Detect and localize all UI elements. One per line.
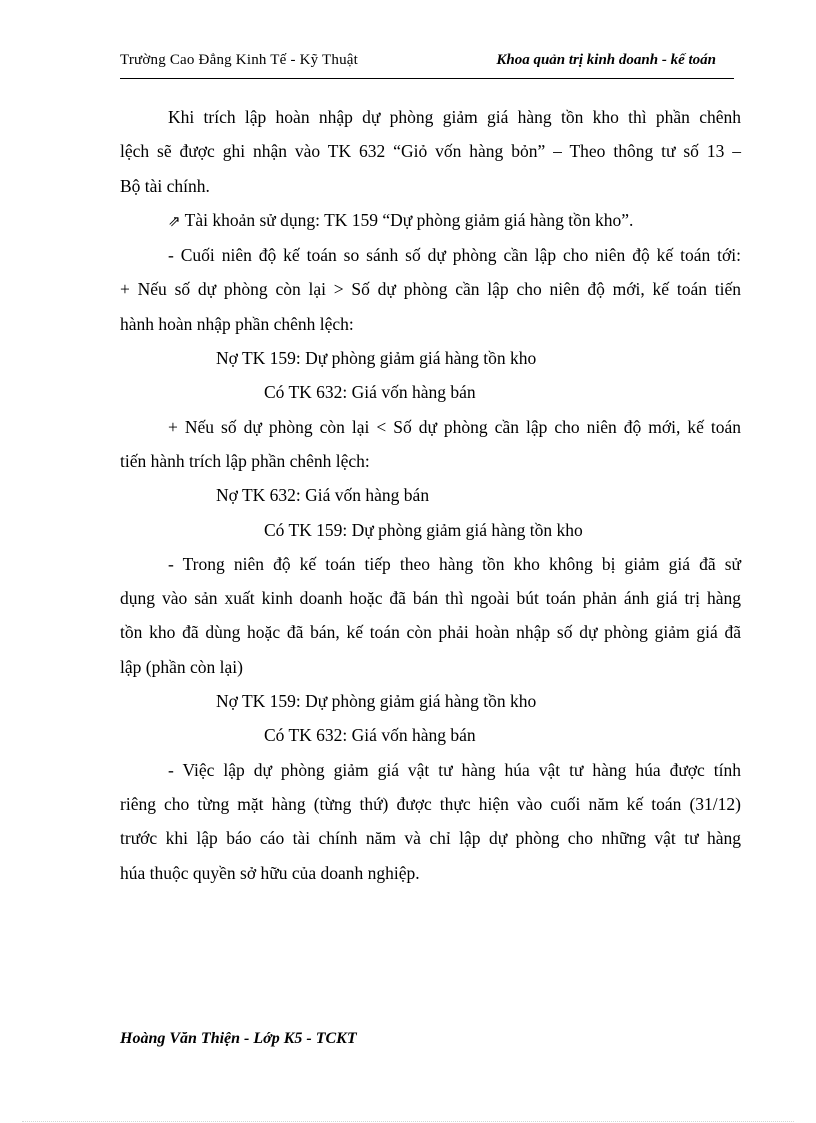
page-bottom-border	[22, 1121, 794, 1122]
page-footer: Hoàng Văn Thiện - Lớp K5 - TCKT	[120, 1030, 357, 1047]
paragraph-line: dụng vào sản xuất kinh doanh hoặc đã bán thì ngoài bút toán phản ánh giá trị hàng	[120, 588, 741, 609]
journal-entry-debit: Nợ TK 159: Dự phòng giảm giá hàng tồn kho	[216, 691, 537, 712]
paragraph-line: tồn kho đã dùng hoặc đã bán, kế toán còn phải hoàn nhập số dự phòng giảm giá đã	[120, 622, 741, 643]
journal-entry-debit: Nợ TK 159: Dự phòng giảm giá hàng tồn kho	[216, 348, 537, 369]
header-faculty-name: Khoa quản trị kinh doanh - kế toán	[496, 52, 716, 68]
journal-entry-debit: Nợ TK 632: Giá vốn hàng bán	[216, 485, 430, 506]
paragraph-line: trước khi lập báo cáo tài chính năm và chỉ lập dự phòng cho những vật tư hàng	[120, 828, 741, 849]
arrow-icon: ⇗	[168, 211, 181, 230]
account-used-text: Tài khoản sử dụng: TK 159 “Dự phòng giảm giá hàng tồn kho”.	[184, 209, 634, 230]
paragraph-line: + Nếu số dự phòng còn lại > Số dự phòng cần lập cho niên độ mới, kế toán tiến	[120, 279, 741, 300]
paragraph-line: - Cuối niên độ kế toán so sánh số dự phòng cần lập cho niên độ kế toán tới:	[168, 245, 741, 266]
paragraph-line: + Nếu số dự phòng còn lại < Số dự phòng cần lập cho niên độ mới, kế toán	[168, 416, 741, 437]
paragraph-line: tiến hành trích lập phần chênh lệch:	[120, 450, 370, 471]
paragraph-line: húa thuộc quyền sở hữu của doanh nghiệp.	[120, 862, 420, 883]
account-used-paragraph	[120, 203, 741, 238]
document-body	[120, 100, 741, 890]
header-divider	[120, 78, 734, 79]
paragraph-line: - Việc lập dự phòng giảm giá vật tư hàng húa vật tư hàng húa được tính	[168, 759, 741, 780]
paragraph-line: riêng cho từng mặt hàng (từng thứ) được thực hiện vào cuối năm kế toán (31/12)	[120, 793, 741, 814]
paragraph-line: hành hoàn nhập phần chênh lệch:	[120, 313, 354, 334]
paragraph-line: lập (phần còn lại)	[120, 656, 243, 677]
journal-entry-credit: Có TK 632: Giá vốn hàng bán	[264, 382, 476, 403]
journal-entry-credit: Có TK 632: Giá vốn hàng bán	[264, 725, 476, 746]
journal-entry-credit: Có TK 159: Dự phòng giảm giá hàng tồn kho	[264, 519, 583, 540]
header-school-name: Trường Cao Đẳng Kinh Tế - Kỹ Thuật	[120, 52, 358, 68]
page-header	[120, 52, 734, 74]
paragraph-line: lệch sẽ được ghi nhận vào TK 632 “Giỏ vốn hàng bỏn” – Theo thông tư số 13 –	[120, 141, 741, 162]
paragraph-line: - Trong niên độ kế toán tiếp theo hàng tồn kho không bị giảm giá đã sử	[168, 553, 741, 574]
paragraph-line: Khi trích lập hoàn nhập dự phòng giảm giá hàng tồn kho thì phần chênh	[168, 107, 741, 127]
paragraph-line: Bộ tài chính.	[120, 175, 210, 196]
